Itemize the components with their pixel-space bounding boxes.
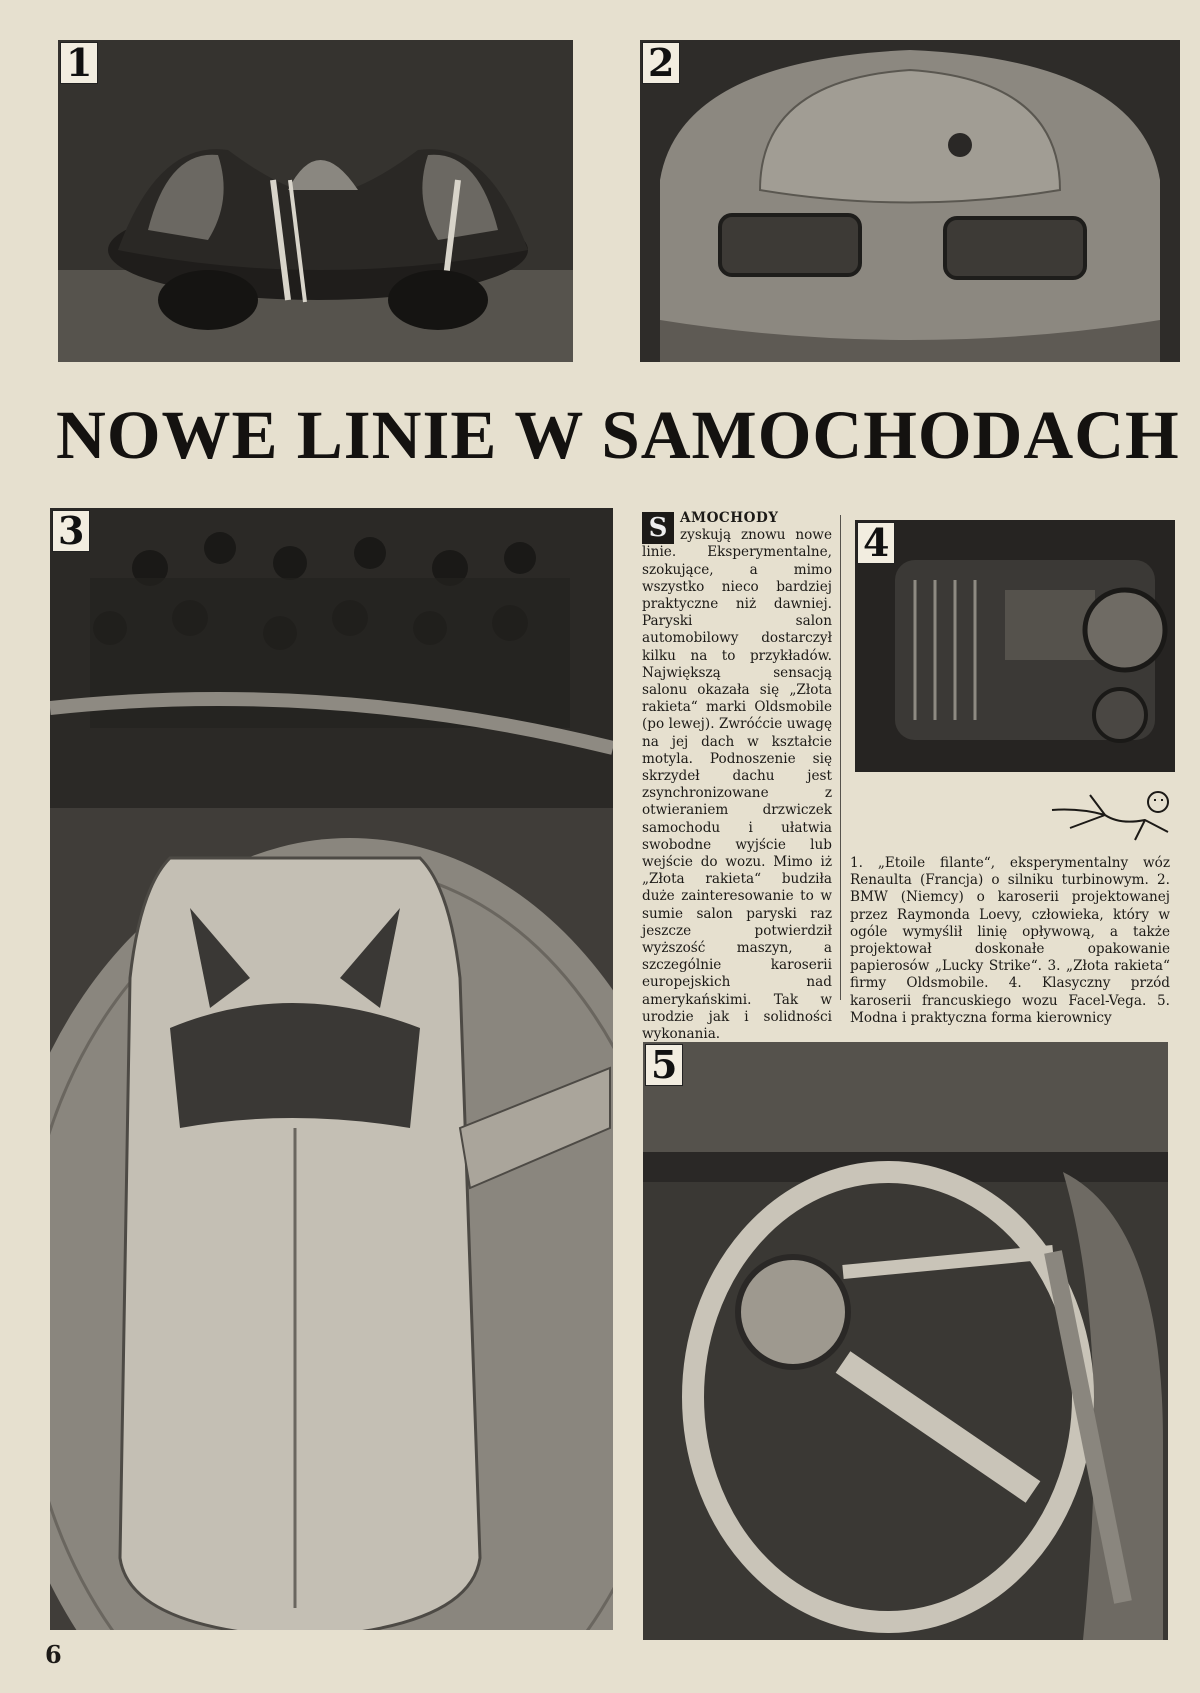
stick-figure-doodle xyxy=(1050,780,1180,850)
photo-steering-wheel xyxy=(643,1042,1168,1640)
photo-facel-vega xyxy=(855,520,1175,772)
photo-captions: 1. „Etoile filante“, eksperymentalny wóz Renaulta (Francja) o silniku turbinowym. 2. BMW (Niemcy) o karoserii projektowanej przez Raymonda Loevy, człowieka, który w ogóle wymyślił linię opływową, a także projektował doskonałe opakowanie papierosów „Lucky Strike“. 3. „Złota rakieta“ firmy Oldsmobile. 4. Klasyczny przód karoserii francuskiego wozu Facel-Vega. 5. Modna i praktyczna forma kierownicy xyxy=(850,855,1170,1026)
steering-wheel-illustration xyxy=(643,1042,1168,1640)
bmw-illustration xyxy=(640,40,1180,362)
article-body: zyskują znowu nowe linie. Eksperymentalne, szokujące, a mimo wszystko nieco bardziej praktyczne niż dawniej. Paryski salon automobilowy dostarczył kilku na to przykładów. Największą sensacją salonu okazała się „Złota rakieta“ marki Oldsmobile (po lewej). Zwróćcie uwagę na jej dach w kształcie motyla. Podnoszenie się skrzydeł dachu jest zsynchronizowane z otwieraniem drzwiczek samochodu i ułatwia swobodne wyjście lub wejście do wozu. Mimo iż „Złota rakieta“ budziła duże zainteresowanie to w sumie salon paryski raz jeszcze potwierdził wyższość maszyn, a szczególnie karoserii europejskich nad amerykańskimi. Tak w urodzie jak i solidności wykonania. xyxy=(642,527,832,1043)
page-number: 6 xyxy=(45,1640,62,1669)
photo-number: 3 xyxy=(52,510,90,552)
article-text xyxy=(642,510,832,1043)
facel-vega-illustration xyxy=(855,520,1175,772)
photo-number: 1 xyxy=(60,42,98,84)
photo-etoile-filante xyxy=(58,40,573,362)
rocket-car-illustration xyxy=(50,508,613,1630)
photo-number: 2 xyxy=(642,42,680,84)
car-front-illustration xyxy=(58,40,573,362)
photo-bmw-front xyxy=(640,40,1180,362)
page-headline: NOWE LINIE W SAMOCHODACH xyxy=(56,397,1180,473)
drop-cap: S xyxy=(642,512,674,544)
article-lead: AMOCHODY xyxy=(680,510,779,526)
photo-number: 4 xyxy=(857,522,895,564)
photo-zlota-rakieta xyxy=(50,508,613,1630)
column-divider xyxy=(840,515,841,1000)
photo-number: 5 xyxy=(645,1044,683,1086)
